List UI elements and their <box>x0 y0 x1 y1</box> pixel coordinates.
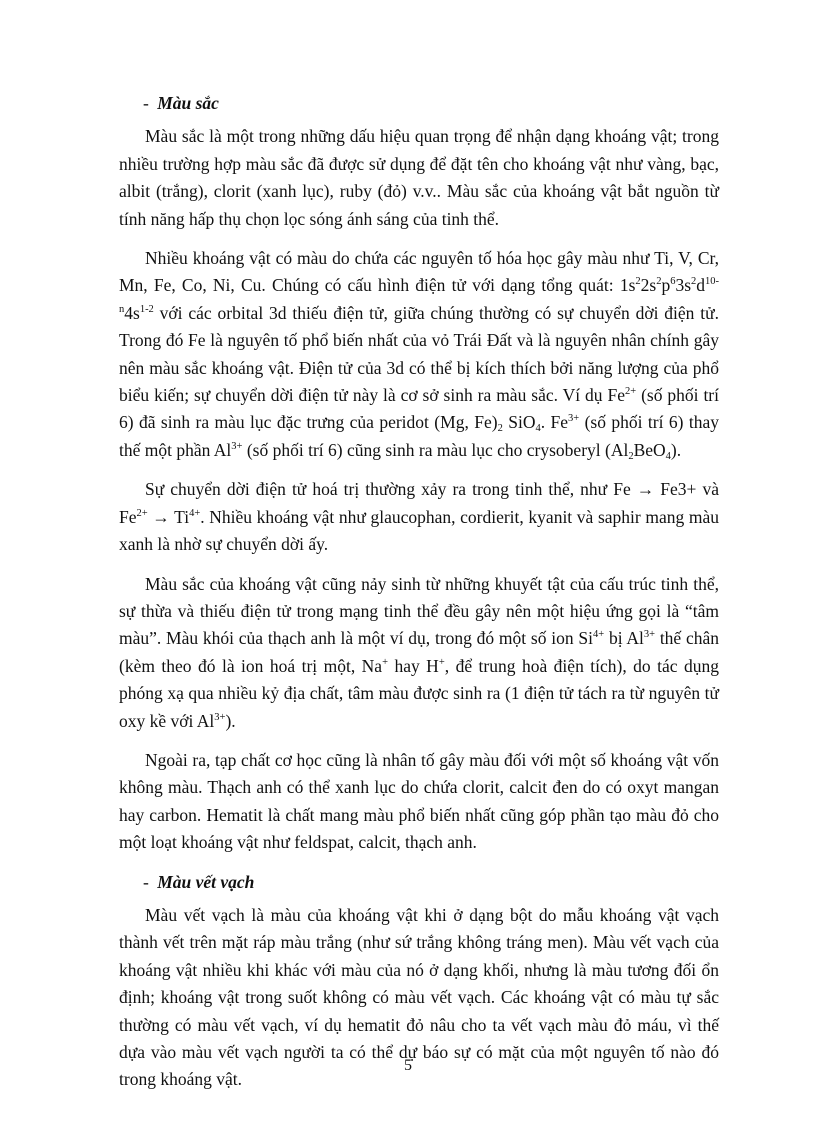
heading-dash: - <box>143 871 149 892</box>
paragraph-charge-transfer: Sự chuyển dời điện tử hoá trị thường xảy ra trong tinh thể, như Fe → Fe3+ và $Fe^{2+} \to Ti^{4+}$. Nhiều khoáng vật như glaucophan, cordierit, kyanit và saphir mang màu xanh là nhờ sự chuyển dời ấy. <box>119 479 720 555</box>
heading-dash: - <box>143 93 149 113</box>
section-heading-streak <box>143 869 719 896</box>
paragraph-mechanical-impurities: Ngoài ra, tạp chất cơ học cũng là nhân tố gây màu đối với một số khoáng vật vốn không màu. Thạch anh có thể xanh lục do chứa clorit, calcit đen do có oxyt mangan hay carbon. Hematit là chất mang màu phổ biến nhất cũng góp phần tạo màu đỏ cho một loạt khoáng vật như feldspat, calcit, thạch anh. <box>119 749 719 853</box>
heading-text: Màu vết vạch <box>157 871 255 892</box>
section-heading-color <box>143 90 719 117</box>
paragraph-color-centers: Màu sắc của khoáng vật cũng nảy sinh từ những khuyết tật của cấu trúc tinh thể, sự thừa và thiếu điện tử trong mạng tinh thể đều gây nên một hiệu ứng gọi là “tâm màu”. Màu khói của thạch anh là một ví dụ, trong đó một số ion $Si^{4+}$ bị $Al^{3+}$ thế chân (kèm theo đó là ion hoá trị một, Na+ hay H+, để trung hoà điện tích), do tác dụng phóng xạ qua nhiều kỷ địa chất, tâm màu được sinh ra (1 điện tử tách ra từ nguyên tử oxy kề với $Al^{3+}$). <box>119 573 720 731</box>
heading-text: Màu sắc <box>157 93 219 113</box>
page-number: 5 <box>404 1057 412 1074</box>
paragraph-streak-color: Màu vết vạch là màu của khoáng vật khi ở dạng bột do mẫu khoáng vật vạch thành vết trên mặt ráp màu trắng (như sứ trắng không tráng men). Màu vết vạch của khoáng vật nhiều khi khác với màu của nó ở dạng khối, nhưng là màu tương đối ổn định; khoáng vật trong suốt không có màu vết vạch. Các khoáng vật có màu tự sắc thường có màu vết vạch, ví dụ hematit đỏ nâu cho ta vết vạch màu đỏ máu, vì thế dựa vào màu vết vạch người ta có thể dự báo sự có mặt của một nguyên tố nào đó trong khoáng vật. <box>119 904 719 1090</box>
page-content <box>119 90 719 1106</box>
paragraph-color-definition: Màu sắc là một trong những dấu hiệu quan trọng để nhận dạng khoáng vật; trong nhiều trường hợp màu sắc đã được sử dụng để đặt tên cho khoáng vật như vàng, bạc, albit (trắng), clorit (xanh lục), ruby (đỏ) v.v.. Màu sắc của khoáng vật bắt nguồn từ tính năng hấp thụ chọn lọc sóng ánh sáng của tinh thể. <box>119 126 719 229</box>
paragraph-chromophore-elements: Nhiều khoáng vật có màu do chứa các nguyên tố hóa học gây màu như Ti, V, Cr, Mn, Fe, Co, Ni, Cu. Chúng có cấu hình điện tử với dạng tổng quát: $1s^22s^2p^63s^2d^{10-n}4s^{1-2}$ với các orbital 3d thiếu điện tử, giữa chúng thường có sự chuyển dời điện tử. Trong đó Fe là nguyên tố phổ biến nhất của vỏ Trái Đất và là nguyên nhân chính gây nên màu sắc khoáng vật. Điện tử của 3d có thể bị kích thích bởi năng lượng của phổ biểu kiến; sự chuyển dời điện tử này là cơ sở sinh ra màu sắc. Ví dụ $Fe^{2+}$ (số phối trí 6) đã sinh ra màu lục đặc trưng của peridot (Mg, $Fe)_2$ SiO$_4$. $Fe^{3+}$ (số phối trí 6) thay thế một phần $Al^{3+}$ (số phối trí 6) cũng sinh ra màu lục cho crysoberyl $(Al_2BeO_4)$. <box>119 248 720 462</box>
